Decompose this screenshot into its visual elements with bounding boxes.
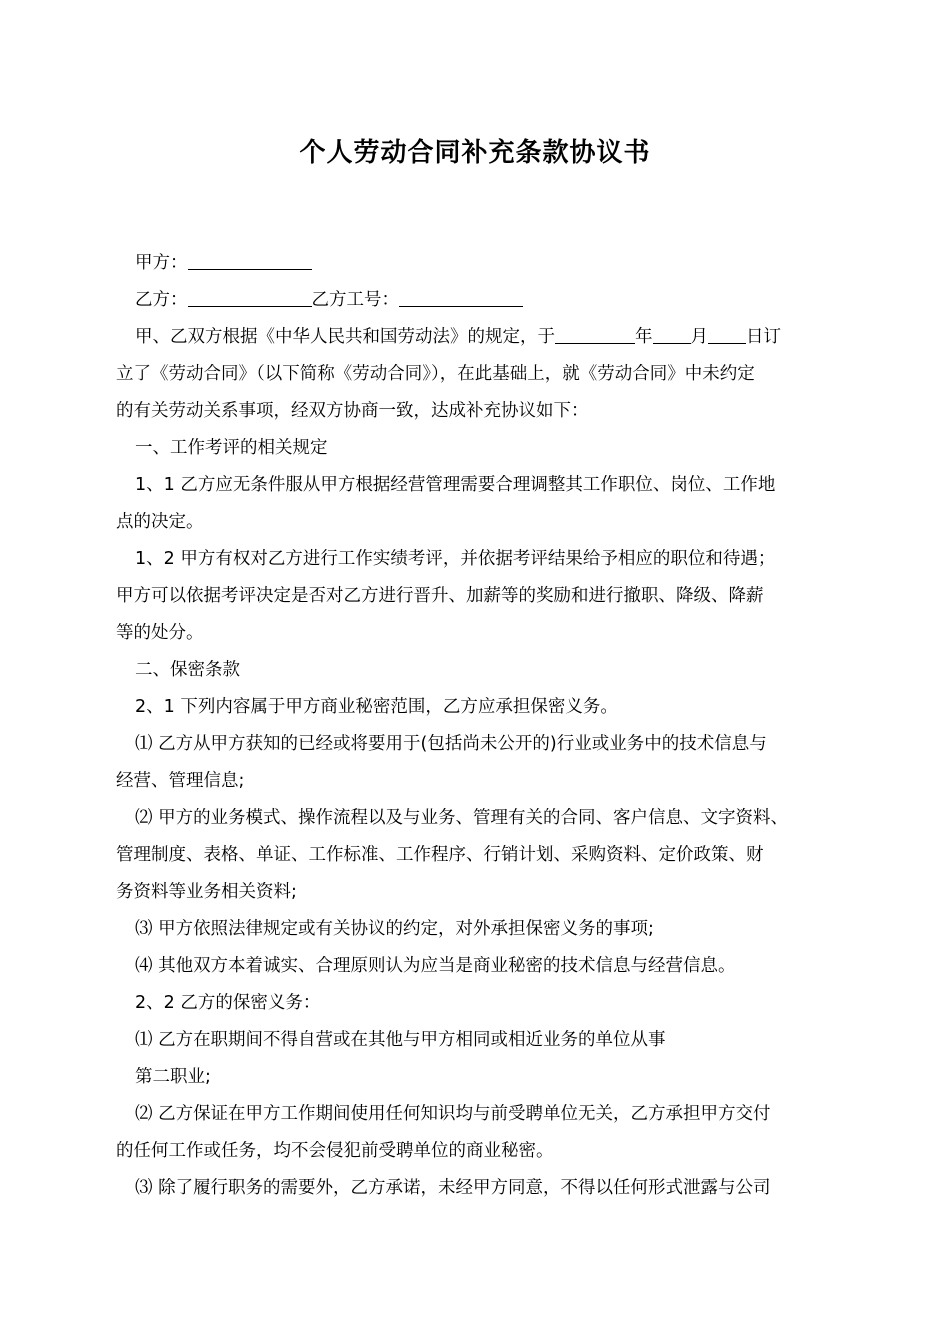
clause-1-2-line-1: 1、2 甲方有权对乙方进行工作实绩考评，并依据考评结果给予相应的职位和待遇； [135, 549, 776, 569]
item-2-line-3: 务资料等业务相关资料; [116, 882, 297, 902]
party-b-id-blank [399, 288, 523, 307]
party-a-line [116, 245, 836, 282]
day-blank [708, 325, 746, 344]
day-label: 日订 [746, 327, 781, 347]
item-1-line-1: ⑴ 乙方从甲方获知的已经或将要用于(包括尚未公开的)行业或业务中的技术信息与 [135, 734, 767, 754]
party-b-label: 乙方： [135, 290, 188, 310]
intro-line-2: 立了《劳动合同》（以下简称《劳动合同》），在此基础上，就《劳动合同》中未约定 [116, 364, 755, 384]
document-body [116, 245, 836, 1207]
duty-2-line-1: ⑵ 乙方保证在甲方工作期间使用任何知识均与前受聘单位无关，乙方承担甲方交付 [135, 1104, 771, 1124]
intro-line-1 [116, 319, 836, 356]
year-blank [555, 325, 635, 344]
party-b-id-label: 乙方工号： [311, 290, 399, 310]
item-2-line-1: ⑵ 甲方的业务模式、操作流程以及与业务、管理有关的合同、客户信息、文字资料、 [135, 808, 789, 828]
section-1-heading: 一、工作考评的相关规定 [135, 438, 328, 458]
month-label: 月 [690, 327, 708, 347]
document-title: 个人劳动合同补充条款协议书 [299, 138, 651, 168]
party-a-blank [188, 251, 312, 270]
duty-1-line-1: ⑴ 乙方在职期间不得自营或在其他与甲方相同或相近业务的单位从事 [135, 1030, 666, 1050]
clause-1-2-line-2: 甲方可以依据考评决定是否对乙方进行晋升、加薪等的奖励和进行撤职、降级、降薪 [116, 586, 764, 606]
party-b-line [116, 282, 836, 319]
item-4: ⑷ 其他双方本着诚实、合理原则认为应当是商业秘密的技术信息与经营信息。 [135, 956, 736, 976]
intro-line-3: 的有关劳动关系事项，经双方协商一致，达成补充协议如下： [116, 401, 589, 421]
item-2-line-2: 管理制度、表格、单证、工作标准、工作程序、行销计划、采购资料、定价政策、财 [116, 845, 764, 865]
duty-3-line-1: ⑶ 除了履行职务的需要外，乙方承诺，未经甲方同意，不得以任何形式泄露与公司 [135, 1178, 771, 1198]
clause-2-2: 2、2 乙方的保密义务： [135, 993, 321, 1013]
item-3: ⑶ 甲方依照法律规定或有关协议的约定，对外承担保密义务的事项; [135, 919, 654, 939]
clause-2-1: 2、1 下列内容属于甲方商业秘密范围，乙方应承担保密义务。 [135, 697, 618, 717]
intro-text: 甲、乙双方根据《中华人民共和国劳动法》的规定，于 [135, 327, 555, 347]
party-a-label: 甲方： [135, 253, 188, 273]
year-label: 年 [635, 327, 653, 347]
clause-1-2-line-3: 等的处分。 [116, 623, 204, 643]
section-2-heading: 二、保密条款 [135, 660, 240, 680]
item-1-line-2: 经营、管理信息; [116, 771, 245, 791]
party-b-blank [188, 288, 312, 307]
clause-1-1-line-1: 1、1 乙方应无条件服从甲方根据经营管理需要合理调整其工作职位、岗位、工作地 [135, 475, 776, 495]
duty-2-line-2: 的任何工作或任务，均不会侵犯前受聘单位的商业秘密。 [116, 1141, 554, 1161]
clause-1-1-line-2: 点的决定。 [116, 512, 204, 532]
duty-1-line-2: 第二职业; [135, 1067, 211, 1087]
month-blank [653, 325, 691, 344]
